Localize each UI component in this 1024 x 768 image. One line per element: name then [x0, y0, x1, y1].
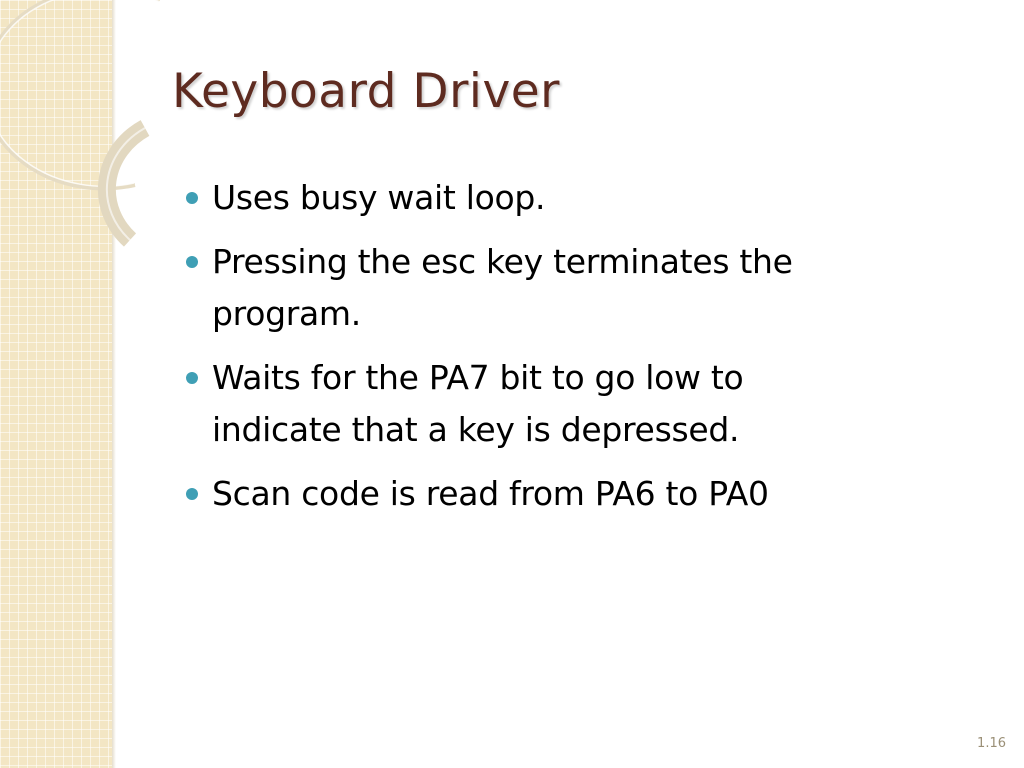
- bullet-text: Waits for the PA7 bit to go low to indicate that a key is depressed.: [212, 358, 744, 449]
- bullet-item: [182, 236, 882, 340]
- slide-title: Keyboard Driver: [172, 64, 560, 119]
- bullet-dot-icon: [186, 256, 198, 268]
- large-ring-highlight: [0, 0, 160, 186]
- bullet-text: Scan code is read from PA6 to PA0: [212, 474, 769, 513]
- decorative-rings: [0, 0, 180, 270]
- bullet-dot-icon: [186, 372, 198, 384]
- bullet-dot-icon: [186, 192, 198, 204]
- bullet-text: Pressing the esc key terminates the program.: [212, 242, 793, 333]
- bullet-text: Uses busy wait loop.: [212, 178, 546, 217]
- bullet-item: [182, 172, 882, 224]
- page-number: 1.16: [977, 736, 1006, 751]
- bullet-item: [182, 468, 882, 520]
- bullet-list: [182, 172, 882, 532]
- bullet-item: [182, 352, 882, 456]
- bullet-dot-icon: [186, 488, 198, 500]
